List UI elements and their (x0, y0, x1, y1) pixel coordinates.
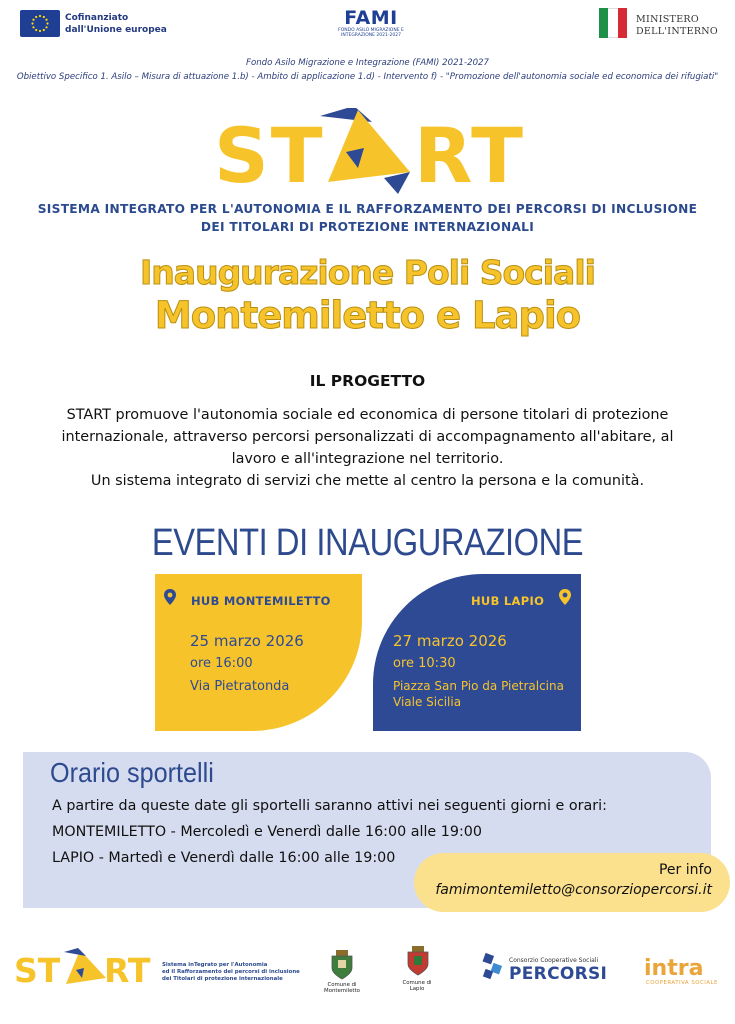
event-place-lapio-2: Viale Sicilia (393, 695, 462, 709)
start-logo-right: RT (414, 111, 525, 200)
fami-word: FAMI (344, 7, 398, 29)
percorsi-name: PERCORSI (509, 964, 608, 984)
fami-logo (336, 8, 406, 44)
progetto-line-4: Un sistema integrato di servizi che mette al centro la persona e la comunità. (90, 473, 645, 489)
event-card-montemiletto (155, 574, 362, 731)
info-email-link[interactable]: famimontemiletto@consorziopercorsi.it (435, 882, 712, 898)
intra-logo: intra (644, 956, 704, 981)
ministry-line-2: DELL'INTERNO (636, 26, 718, 37)
start-logo (214, 111, 525, 200)
hub-label-lapio: HUB LAPIO (471, 594, 545, 608)
comune-lapio-line-1: Comune di (402, 980, 432, 986)
orario-intro: A partire da queste date gli sportelli saranno attivi nei seguenti giorni e orari: (52, 798, 607, 814)
orario-montemiletto: MONTEMILETTO - Mercoledì e Venerdì dalle 16:00 alle 19:00 (52, 824, 482, 840)
event-time-montemiletto: ore 16:00 (190, 656, 253, 671)
percorsi-small: Consorzio Cooperative Sociali (509, 957, 599, 964)
inauguration-subtitle: Montemiletto e Lapio (154, 294, 581, 337)
eu-line-1: Cofinanziato (65, 13, 129, 23)
italy-flag-icon (599, 8, 627, 38)
eu-flag-logo (20, 10, 60, 37)
orario-lapio: LAPIO - Martedì e Venerdì dalle 16:00 alle 19:00 (52, 850, 396, 866)
progetto-title: IL PROGETTO (309, 372, 426, 390)
footer-desc-2: ed il Rafforzamento dei percorsi di inclusione (162, 969, 300, 975)
fami-sub-2: INTEGRAZIONE 2021-2027 (341, 33, 401, 38)
progetto-line-3: lavoro e all'integrazione nel territorio. (231, 451, 504, 467)
footer-start-logo (14, 952, 154, 990)
orario-title: Orario sportelli (50, 757, 214, 788)
footer-start-left: ST (14, 951, 61, 990)
system-title-line-1: SISTEMA INTEGRATO PER L'AUTONOMIA E IL RAFFORZAMENTO DEI PERCORSI DI INCLUSIONE (37, 202, 698, 216)
comune-montemiletto-line-1: Comune di (327, 982, 357, 988)
event-time-lapio: ore 10:30 (393, 656, 456, 671)
footer-desc-1: Sistema inTegrato per l'Autonomia (162, 962, 268, 968)
footer-desc-3: dei Titolari di protezione internazionale (162, 976, 283, 982)
event-place-montemiletto: Via Pietratonda (190, 679, 290, 694)
event-card-lapio (373, 574, 581, 731)
intra-subtitle: COOPERATIVA SOCIALE (646, 980, 718, 986)
percorsi-mark-icon (482, 952, 506, 982)
comune-montemiletto-label (317, 982, 367, 994)
lapio-crest-icon (405, 946, 431, 976)
eu-cofinancing-text (65, 12, 167, 36)
event-place-lapio-1: Piazza San Pio da Pietralcina (393, 679, 564, 693)
event-date-montemiletto: 25 marzo 2026 (190, 632, 304, 650)
eventi-title: EVENTI DI INAUGURAZIONE (151, 522, 584, 564)
montemiletto-crest-icon (329, 950, 355, 980)
fund-line-2: Obiettivo Specifico 1. Asilo – Misura di attuazione 1.b) - Ambito di applicazione 1.d) - Intervento f) - "Promozione dell'autonomia sociale ed economica dei rifugiati" (16, 72, 719, 82)
inauguration-title: Inaugurazione Poli Sociali (140, 253, 595, 292)
start-logo-left: ST (214, 111, 325, 200)
eu-stars-icon (20, 10, 60, 37)
info-label: Per info (658, 862, 712, 878)
location-pin-icon (557, 588, 573, 606)
comune-lapio-label (392, 980, 442, 992)
progetto-line-1: START promuove l'autonomia sociale ed economica di persone titolari di protezione (66, 407, 669, 423)
ministry-text (636, 14, 718, 38)
location-pin-icon (162, 588, 178, 606)
comune-montemiletto-line-2: Montemiletto (324, 988, 360, 994)
progetto-line-2: internazionale, attraverso percorsi personalizzati di accompagnamento all'abitare, al (61, 429, 674, 445)
footer-start-triangle-icon (62, 948, 110, 990)
fami-sub-1: FONDO ASILO MIGRAZIONE E (338, 28, 404, 33)
system-title-line-2: DEI TITOLARI DI PROTEZIONE INTERNAZIONALI (200, 220, 535, 234)
event-date-lapio: 27 marzo 2026 (393, 632, 507, 650)
comune-lapio-line-2: Lapio (409, 986, 425, 992)
start-triangle-icon (314, 108, 422, 196)
hub-label-montemiletto: HUB MONTEMILETTO (191, 594, 331, 608)
fund-line-1: Fondo Asilo Migrazione e Integrazione (FAMI) 2021-2027 (246, 58, 489, 68)
eu-line-2: dall'Unione europea (65, 25, 167, 35)
footer-start-right: RT (104, 951, 151, 990)
ministry-line-1: MINISTERO (636, 14, 699, 25)
footer-start-description (162, 962, 300, 983)
progetto-body (30, 404, 705, 492)
